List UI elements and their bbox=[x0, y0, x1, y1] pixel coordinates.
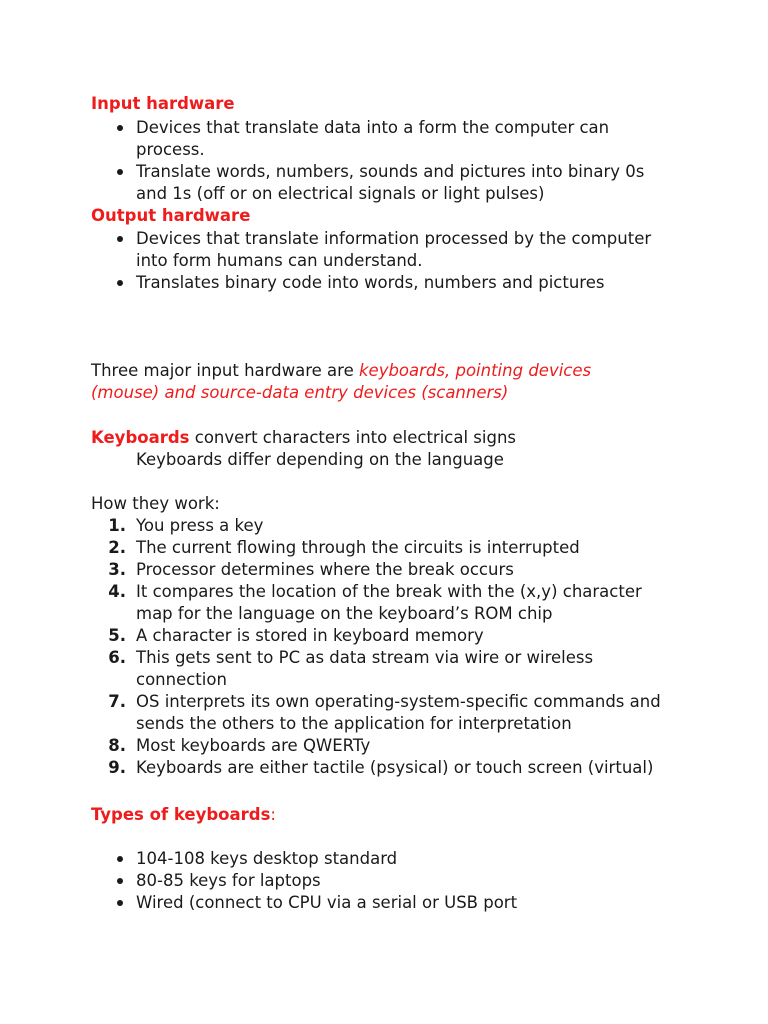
major-input-lead: Three major input hardware are bbox=[91, 361, 359, 380]
step-number: 7. bbox=[108, 692, 126, 711]
bullet-icon bbox=[117, 900, 123, 906]
step-text-line: sends the others to the application for interpretation bbox=[136, 714, 572, 733]
input-bullet-1-line-2: process. bbox=[136, 140, 205, 159]
step-number: 1. bbox=[108, 516, 126, 535]
step-text-line: OS interprets its own operating-system-specific commands and bbox=[136, 692, 661, 711]
input-hardware-heading: Input hardware bbox=[91, 94, 235, 113]
step-number: 3. bbox=[108, 560, 126, 579]
step-number: 9. bbox=[108, 758, 126, 777]
step-text-line: It compares the location of the break with the (x,y) character bbox=[136, 582, 642, 601]
output-bullet-1-line-2: into form humans can understand. bbox=[136, 251, 423, 270]
bullet-icon bbox=[117, 280, 123, 286]
input-bullet-2-line-2: and 1s (off or on electrical signals or light pulses) bbox=[136, 184, 545, 203]
step-text-line: Processor determines where the break occurs bbox=[136, 560, 514, 579]
step-text-line: connection bbox=[136, 670, 227, 689]
types-of-keyboards-heading bbox=[91, 804, 276, 826]
step-text-line: A character is stored in keyboard memory bbox=[136, 626, 484, 645]
step-number: 5. bbox=[108, 626, 126, 645]
input-bullet-2-line-1: Translate words, numbers, sounds and pictures into binary 0s bbox=[136, 162, 645, 181]
types-bullet-3: Wired (connect to CPU via a serial or USB port bbox=[136, 893, 518, 912]
keyboards-term: Keyboards bbox=[91, 428, 190, 447]
bullet-icon bbox=[117, 236, 123, 242]
types-bullet-1: 104-108 keys desktop standard bbox=[136, 849, 398, 868]
step-text-line: The current flowing through the circuits is interrupted bbox=[136, 538, 580, 557]
major-input-paragraph-line-1 bbox=[91, 360, 591, 382]
step-number: 2. bbox=[108, 538, 126, 557]
keyboards-paragraph bbox=[91, 427, 516, 449]
bullet-icon bbox=[117, 878, 123, 884]
output-bullet-1-line-1: Devices that translate information processed by the computer bbox=[136, 229, 652, 248]
types-of-keyboards-title: Types of keyboards bbox=[91, 805, 271, 824]
input-bullet-1-line-1: Devices that translate data into a form the computer can bbox=[136, 118, 610, 137]
bullet-icon bbox=[117, 125, 123, 131]
output-bullet-2-line-1: Translates binary code into words, numbers and pictures bbox=[136, 273, 605, 292]
bullet-icon bbox=[117, 856, 123, 862]
output-hardware-heading: Output hardware bbox=[91, 206, 251, 225]
major-input-highlight-1: keyboards, pointing devices bbox=[358, 361, 592, 380]
major-input-highlight-2: (mouse) and source-data entry devices (scanners) bbox=[91, 383, 509, 402]
types-bullet-2: 80-85 keys for laptops bbox=[136, 871, 321, 890]
step-number: 6. bbox=[108, 648, 126, 667]
step-number: 4. bbox=[108, 582, 126, 601]
step-text-line: You press a key bbox=[136, 516, 264, 535]
bullet-icon bbox=[117, 169, 123, 175]
step-text-line: map for the language on the keyboard’s ROM chip bbox=[136, 604, 553, 623]
step-number: 8. bbox=[108, 736, 126, 755]
keyboards-note: Keyboards differ depending on the language bbox=[136, 450, 504, 469]
step-text-line: Keyboards are either tactile (psysical) or touch screen (virtual) bbox=[136, 758, 654, 777]
how-they-work-heading: How they work: bbox=[91, 494, 220, 513]
step-text-line: This gets sent to PC as data stream via wire or wireless bbox=[136, 648, 594, 667]
step-text-line: Most keyboards are QWERTy bbox=[136, 736, 371, 755]
types-of-keyboards-colon: : bbox=[270, 805, 276, 824]
keyboards-definition: convert characters into electrical signs bbox=[189, 428, 517, 447]
